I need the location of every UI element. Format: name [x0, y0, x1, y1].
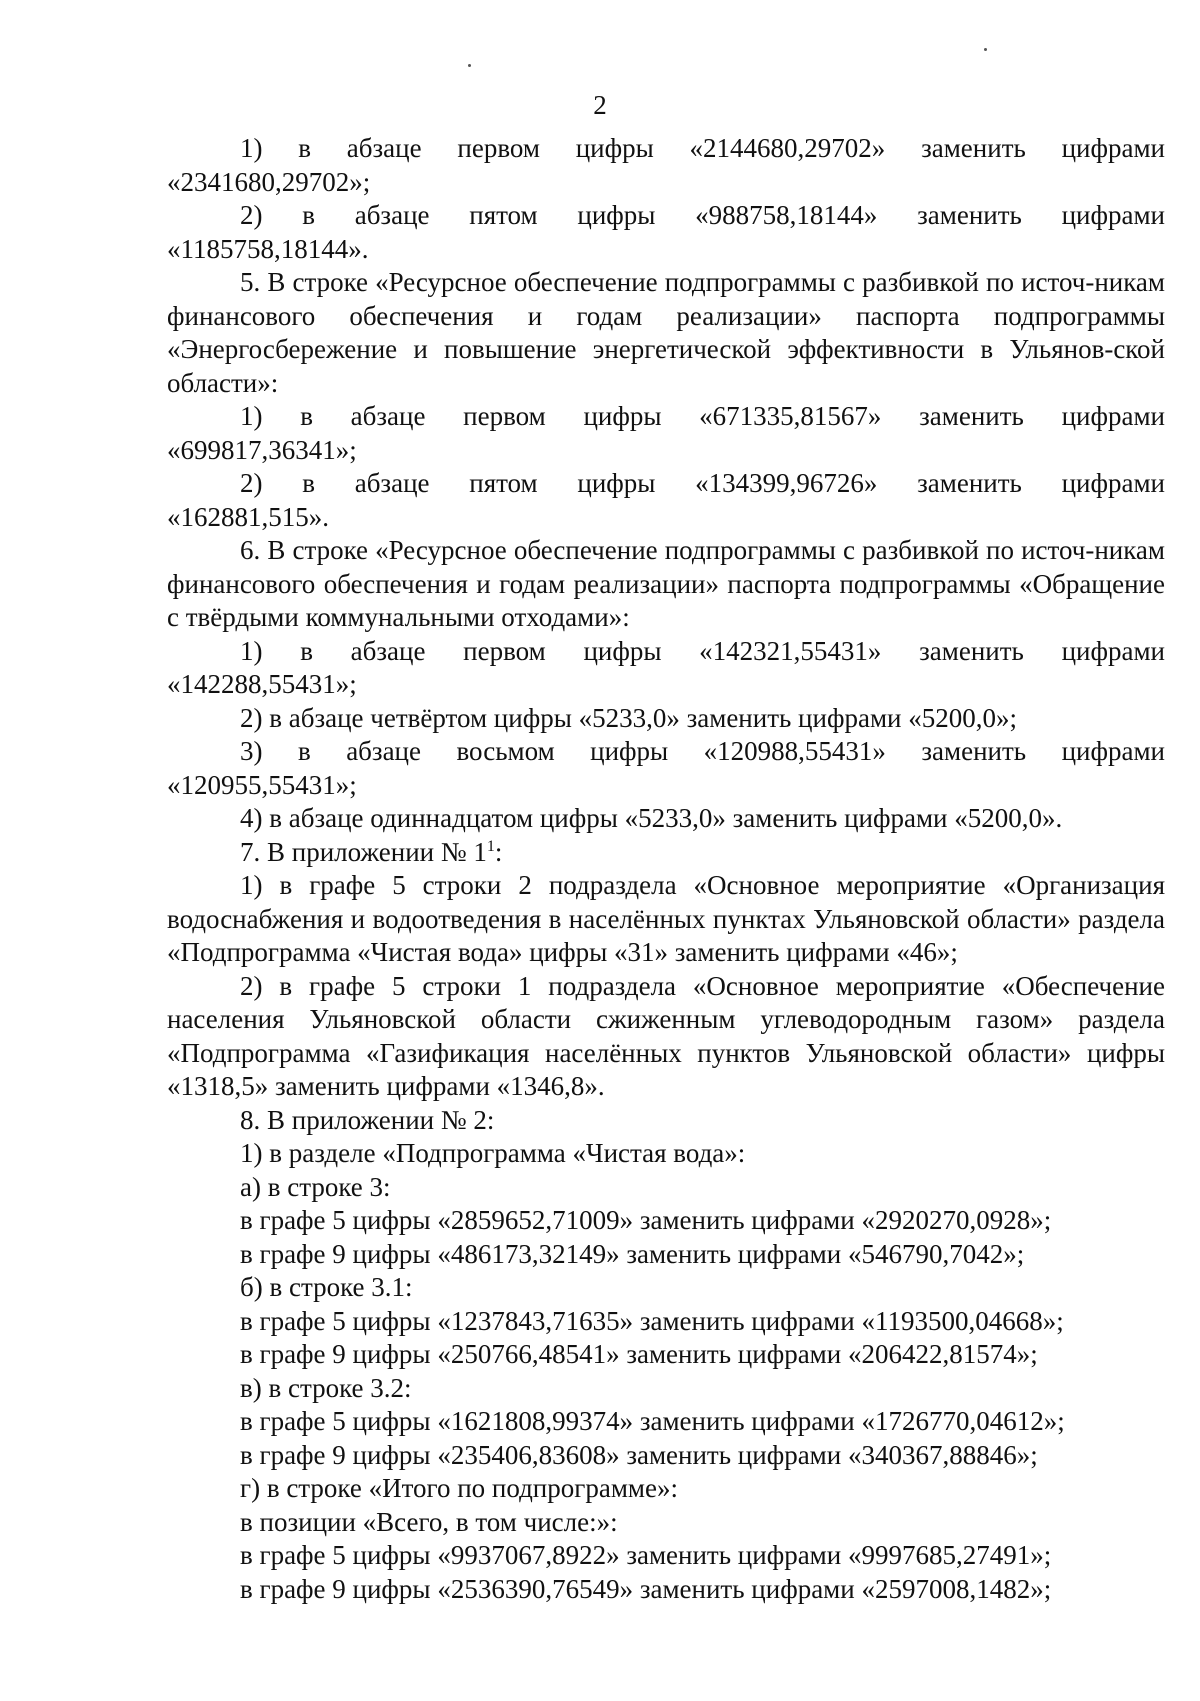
text-line: «699817,36341»;	[167, 434, 357, 465]
paragraph: 6. В строке «Ресурсное обеспечение подпрограммы с разбивкой по источ-никам финансового обеспечения и годам реализации» паспорта подпрограммы «Обращение с твёрдыми коммунальными отходами»:	[167, 535, 1165, 632]
text-line: «142288,55431»;	[167, 669, 357, 699]
text-line: 1) в абзаце первом цифры «671335,81567» заменить цифрами	[240, 401, 1165, 431]
text-line: 2) в абзаце четвёртом цифры «5233,0» заменить цифрами «5200,0»;	[240, 702, 1017, 733]
text-line: 1) в абзаце первом цифры «142321,55431» заменить цифрами	[240, 635, 1165, 666]
text-line: б) в строке 3.1:	[240, 1272, 413, 1302]
page-number: 2	[593, 90, 607, 120]
text-line: 2) в абзаце пятом цифры «134399,96726» заменить цифрами	[240, 468, 1165, 498]
text-line: в графе 5 цифры «1621808,99374» заменить цифрами «1726770,04612»;	[240, 1406, 1065, 1436]
text-line: в графе 9 цифры «250766,48541» заменить цифрами «206422,81574»;	[240, 1339, 1038, 1369]
appendix-ref: 7. В приложении № 1	[240, 836, 487, 867]
text-line: 3) в абзаце восьмом цифры «120988,55431» заменить цифрами	[240, 736, 1165, 766]
paragraph: 1) в графе 5 строки 2 подраздела «Основное мероприятие «Организация водоснабжения и водоотведения в населённых пунктах Ульяновской области» раздела «Подпрограмма «Чистая вода» цифры «31» заменить цифрами «46»;	[167, 870, 1165, 967]
text-line: в графе 5 цифры «2859652,71009» заменить цифрами «2920270,0928»;	[240, 1205, 1052, 1235]
text-line: «162881,515».	[167, 501, 329, 532]
text-line: «2341680,29702»;	[167, 166, 371, 197]
text-line: в графе 9 цифры «235406,83608» заменить цифрами «340367,88846»;	[240, 1439, 1038, 1470]
text-line: 4) в абзаце одиннадцатом цифры «5233,0» заменить цифрами «5200,0».	[240, 803, 1063, 833]
superscript: 1	[486, 837, 495, 855]
scan-speck	[468, 64, 471, 67]
text-line: в графе 9 цифры «486173,32149» заменить цифрами «546790,7042»;	[240, 1238, 1025, 1269]
colon: :	[494, 836, 503, 867]
text-line: в графе 5 цифры «9937067,8922» заменить цифрами «9997685,27491»;	[240, 1540, 1052, 1570]
scan-speck	[984, 48, 987, 51]
text-line: в) в строке 3.2:	[240, 1372, 412, 1403]
text-line: г) в строке «Итого по подпрограмме»:	[240, 1473, 678, 1503]
document-body	[167, 132, 1165, 1606]
text-line	[167, 836, 1165, 870]
text-line: в позиции «Всего, в том числе:»:	[240, 1506, 618, 1537]
paragraph: 5. В строке «Ресурсное обеспечение подпрограммы с разбивкой по источ-никам финансового обеспечения и годам реализации» паспорта подпрограммы «Энергосбережение и повышение энергетической эффективности в Ульянов-ской области»:	[167, 267, 1165, 398]
text-line: а) в строке 3:	[240, 1171, 391, 1202]
text-line: 8. В приложении № 2:	[240, 1104, 495, 1135]
text-line: в графе 9 цифры «2536390,76549» заменить цифрами «2597008,1482»;	[240, 1573, 1052, 1604]
text-line: в графе 5 цифры «1237843,71635» заменить цифрами «1193500,04668»;	[240, 1305, 1064, 1336]
text-line: 1) в разделе «Подпрограмма «Чистая вода»:	[240, 1138, 746, 1168]
text-line: 1) в абзаце первом цифры «2144680,29702» заменить цифрами	[240, 133, 1165, 163]
text-line: «1185758,18144».	[167, 233, 369, 264]
text-line: 2) в абзаце пятом цифры «988758,18144» заменить цифрами	[240, 200, 1165, 230]
paragraph: 2) в графе 5 строки 1 подраздела «Основное мероприятие «Обеспечение населения Ульяновской области сжиженным углеводородным газом» раздела «Подпрограмма «Газификация населённых пунктов Ульяновской области» цифры «1318,5» заменить цифрами «1346,8».	[167, 970, 1165, 1101]
text-line: «120955,55431»;	[167, 769, 357, 800]
